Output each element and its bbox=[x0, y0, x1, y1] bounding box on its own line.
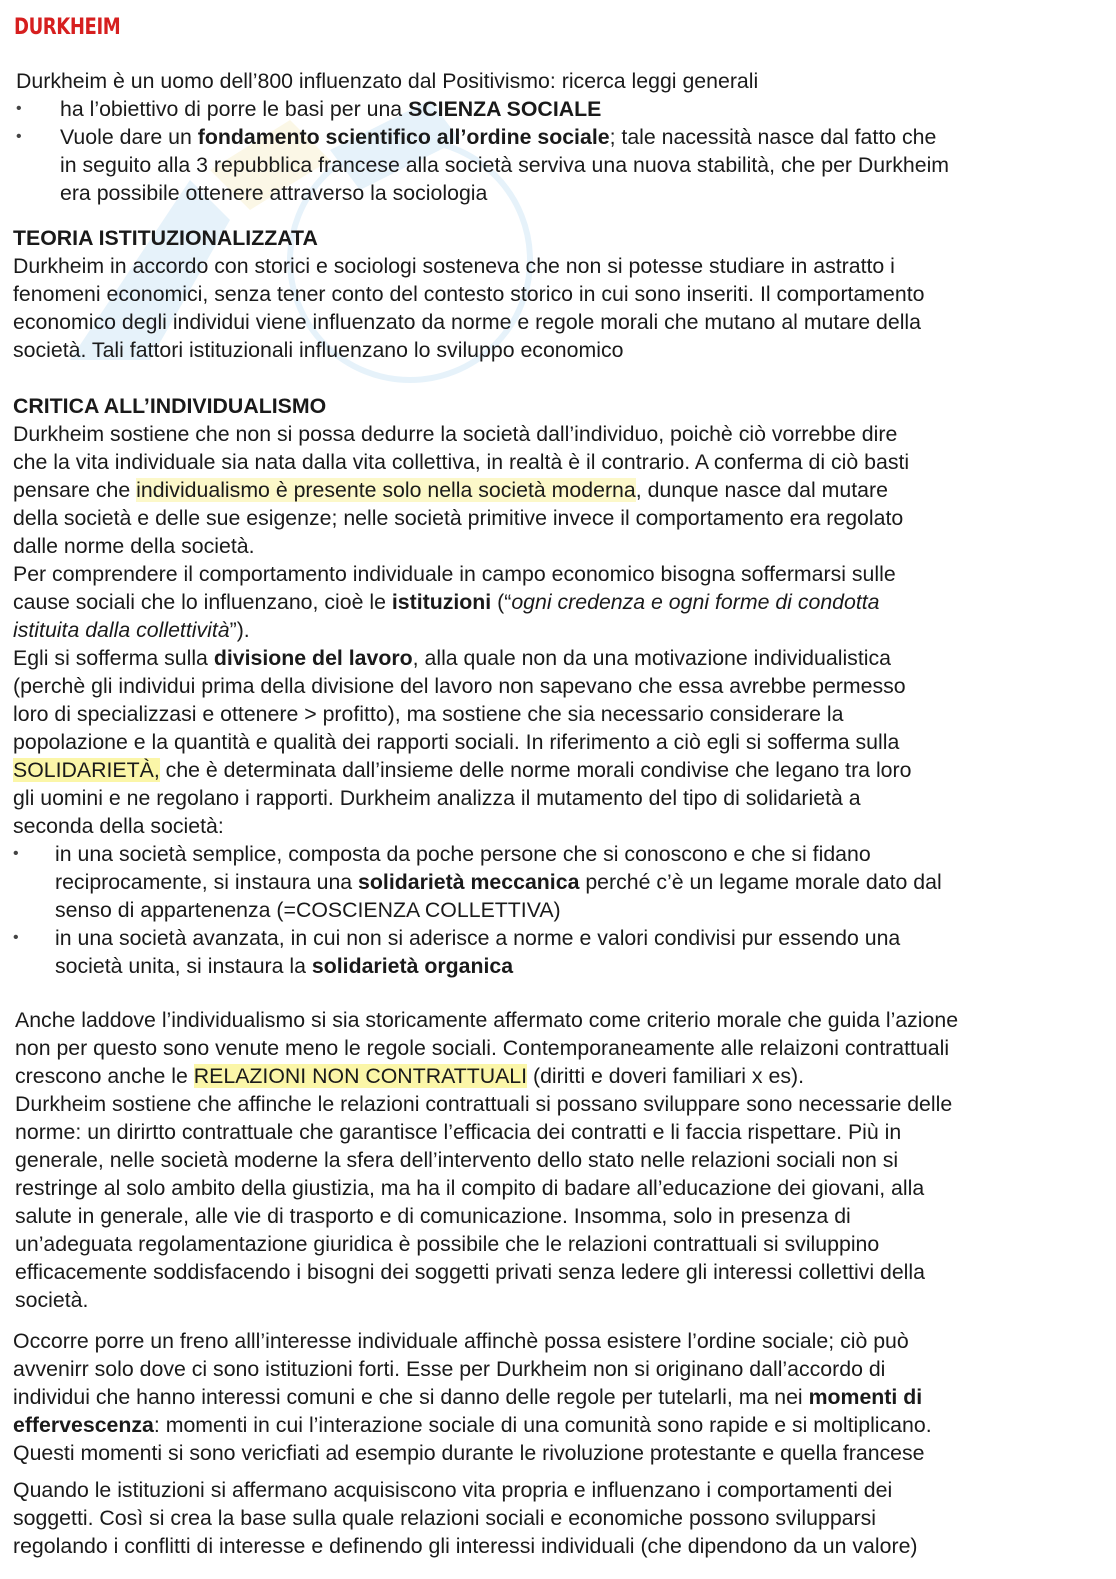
paragraph-line: generale, nelle società moderne la sfera dell’intervento dello stato nelle relazioni sociali non si bbox=[15, 1148, 899, 1172]
paragraph-line: soggetti. Così si crea la base sulla quale relazioni sociali e economiche possono svilupparsi bbox=[13, 1506, 876, 1530]
intro-section bbox=[16, 67, 949, 207]
anche-section bbox=[15, 1006, 958, 1314]
paragraph-line: salute in generale, alle vie di trasporto e di comunicazione. Insomma, solo in presenza di bbox=[15, 1204, 851, 1228]
critica-section bbox=[13, 392, 942, 980]
occorre-section bbox=[13, 1327, 932, 1467]
paragraph-line: regolando i conflitti di interesse e definendo gli interessi individuali (che dipendono da un valore) bbox=[13, 1534, 918, 1558]
paragraph-line: economico degli individui viene influenzato da norme e regole morali che mutano al mutare della bbox=[13, 310, 922, 334]
list-item: • Vuole dare un fondamento scientifico all’ordine sociale; tale nacessità nasce dal fatto che bbox=[16, 123, 949, 151]
section-heading: CRITICA ALL’INDIVIDUALISMO bbox=[13, 394, 327, 418]
paragraph-line: dalle norme della società. bbox=[13, 534, 255, 558]
paragraph-line: avvenirr solo dove ci sono istituzioni forti. Esse per Durkheim non si originano dall’accordo di bbox=[13, 1357, 886, 1381]
paragraph-line: che la vita individuale sia nata dalla vita collettiva, in realtà è il contrario. A conferma di ciò basti bbox=[13, 450, 910, 474]
paragraph-line: fenomeni economici, senza tener conto del contesto storico in cui sono inseriti. Il comportamento bbox=[13, 282, 925, 306]
paragraph-line: norme: un dirirtto contrattuale che garantisce l’efficacia dei contratti e li faccia rispettare. Più in bbox=[15, 1120, 902, 1144]
paragraph-line: individui che hanno interessi comuni e che si danno delle regole per tutelarli, ma nei momenti di bbox=[13, 1385, 923, 1409]
paragraph-line: pensare che individualismo è presente solo nella società moderna, dunque nasce dal mutare bbox=[13, 478, 888, 502]
quando-section bbox=[13, 1476, 918, 1560]
paragraph-line: gli uomini e ne regolano i rapporti. Durkheim analizza il mutamento del tipo di solidarietà a bbox=[13, 786, 861, 810]
paragraph-line: società unita, si instaura la solidarietà organica bbox=[55, 954, 514, 978]
paragraph-line: reciprocamente, si instaura una solidarietà meccanica perché c’è un legame morale dato dal bbox=[55, 870, 942, 894]
paragraph-line: istituita dalla collettività”). bbox=[13, 618, 250, 642]
paragraph-line: Anche laddove l’individualismo si sia storicamente affermato come criterio morale che guida l’azione bbox=[15, 1008, 959, 1032]
highlight: individualismo è presente solo nella società moderna bbox=[136, 478, 636, 502]
paragraph-line: era possibile ottenere attraverso la sociologia bbox=[60, 181, 488, 205]
paragraph-line: Per comprendere il comportamento individuale in campo economico bisogna soffermarsi sulle bbox=[13, 562, 896, 586]
paragraph-line: non per questo sono venute meno le regole sociali. Contemporaneamente alle relaizoni contrattuali bbox=[15, 1036, 950, 1060]
paragraph-line: della società e delle sue esigenze; nelle società primitive invece il comportamento era regolato bbox=[13, 506, 904, 530]
paragraph-line: un’adeguata regolamentazione giuridica è possibile che le relazioni contrattuali si sviluppino bbox=[15, 1232, 880, 1256]
paragraph-line: seconda della società: bbox=[13, 814, 224, 838]
paragraph-line: SOLIDARIETÀ, che è determinata dall’insieme delle norme morali condivise che legano tra loro bbox=[13, 758, 912, 782]
highlight: SOLIDARIETÀ, bbox=[13, 758, 160, 782]
paragraph-line: Occorre porre un freno alll’interesse individuale affinchè possa esistere l’ordine sociale; ciò può bbox=[13, 1329, 909, 1353]
paragraph-line: Questi momenti si sono vericfiati ad esempio durante le rivoluzione protestante e quella francese bbox=[13, 1441, 925, 1465]
paragraph-line: Durkheim è un uomo dell’800 influenzato dal Positivismo: ricerca leggi generali bbox=[16, 69, 759, 93]
paragraph-line: popolazione e la quantità e qualità dei rapporti sociali. In riferimento a ciò egli si sofferma sulla bbox=[13, 730, 900, 754]
teoria-section bbox=[13, 224, 925, 364]
highlight: RELAZIONI NON CONTRATTUALI bbox=[193, 1064, 528, 1088]
paragraph-line: efficacemente soddisfacendo i bisogni dei soggetti privati senza ledere gli interessi collettivi della bbox=[15, 1260, 925, 1284]
paragraph-line: senso di appartenenza (=COSCIENZA COLLETTIVA) bbox=[55, 898, 561, 922]
page-title: DURKHEIM bbox=[14, 15, 121, 40]
paragraph-line: Egli si sofferma sulla divisione del lavoro, alla quale non da una motivazione individualistica bbox=[13, 646, 891, 670]
list-item: • in una società semplice, composta da poche persone che si conoscono e che si fidano bbox=[13, 840, 942, 868]
list-item: • ha l’obiettivo di porre le basi per una SCIENZA SOCIALE bbox=[16, 95, 949, 123]
paragraph-line: (perchè gli individui prima della divisione del lavoro non sapevano che essa avrebbe permesso bbox=[13, 674, 906, 698]
paragraph-line: Durkheim sostiene che affinche le relazioni contrattuali si possano sviluppare sono necessarie delle bbox=[15, 1092, 953, 1116]
paragraph-line: Durkheim sostiene che non si possa dedurre la società dall’individuo, poichè ciò vorrebbe dire bbox=[13, 422, 898, 446]
section-heading: TEORIA ISTITUZIONALIZZATA bbox=[13, 226, 318, 250]
paragraph-line: Durkheim in accordo con storici e sociologi sosteneva che non si potesse studiare in astratto i bbox=[13, 254, 895, 278]
paragraph-line: effervescenza: momenti in cui l’interazione sociale di una comunità sono rapide e si moltiplicano. bbox=[13, 1413, 932, 1437]
paragraph-line: in seguito alla 3 repubblica francese alla società serviva una nuova stabilità, che per Durkheim bbox=[60, 153, 950, 177]
paragraph-line: crescono anche le RELAZIONI NON CONTRATTUALI (diritti e doveri familiari x es). bbox=[15, 1064, 805, 1088]
paragraph-line: loro di specializzasi e ottenere > profitto), ma sostiene che sia necessario considerare la bbox=[13, 702, 844, 726]
paragraph-line: società. Tali fattori istituzionali influenzano lo sviluppo economico bbox=[13, 338, 624, 362]
paragraph-line: cause sociali che lo influenzano, cioè le istituzioni (“ogni credenza e ogni forme di condotta bbox=[13, 590, 880, 614]
paragraph-line: società. bbox=[15, 1288, 89, 1312]
list-item: • in una società avanzata, in cui non si aderisce a norme e valori condivisi pur essendo una bbox=[13, 924, 942, 952]
paragraph-line: Quando le istituzioni si affermano acquisiscono vita propria e influenzano i comportamenti dei bbox=[13, 1478, 893, 1502]
paragraph-line: restringe al solo ambito della giustizia, ma ha il compito di badare all’educazione dei giovani, alla bbox=[15, 1176, 925, 1200]
